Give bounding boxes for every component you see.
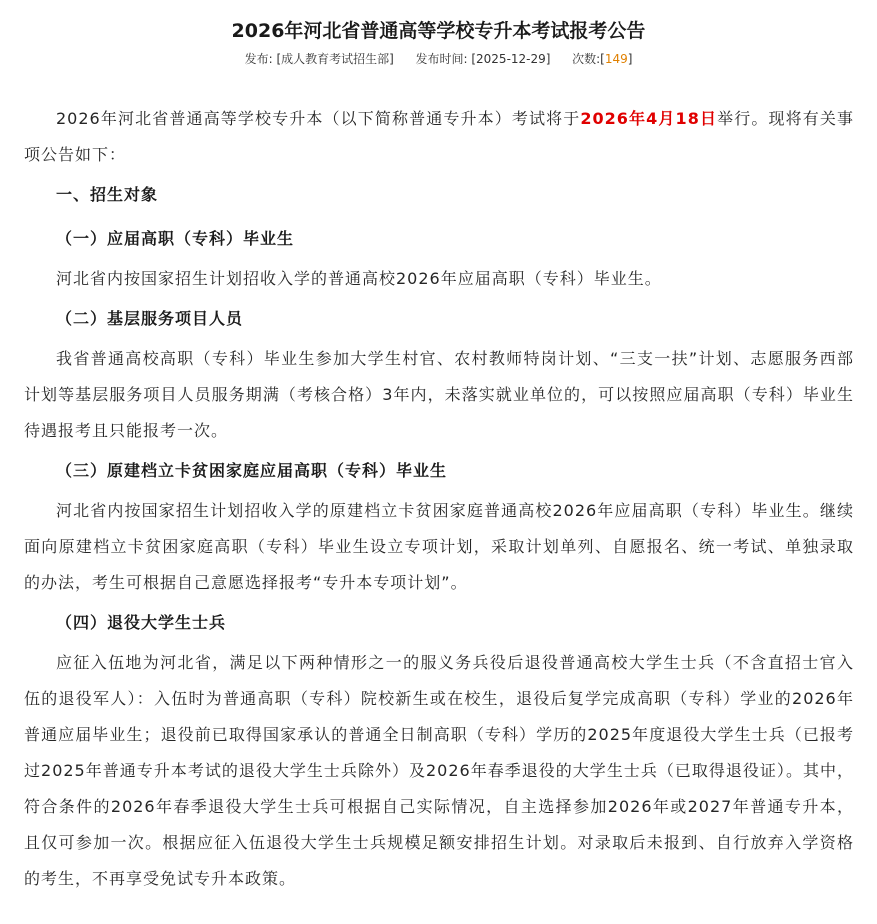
subsection-text-veterans: 应征入伍地为河北省，满足以下两种情形之一的服义务兵役后退役普通高校大学生士兵（不含直招士官入伍的退役军人）：入伍时为普通高职（专科）院校新生或在校生，退役后复学完成高职（专科）学业的2026年普通应届毕业生；退役前已取得国家承认的普通全日制高职（专科）学历的2025年度退役大学生士兵（已报考过2025年普通专升本考试的退役大学生士兵除外）及2026年春季退役的大学生士兵（已取得退役证）。其中，符合条件的2026年春季退役大学生士兵可根据自己实际情况，自主选择参加2026年或2027年普通专升本，且仅可参加一次。根据应征入伍退役大学生士兵规模足额安排招生计划。对录取后未报到、自行放弃入学资格的考生，不再享受免试专升本政策。 (24, 653, 854, 888)
subsection-heading-graduates: （一）应届高职（专科）毕业生 (56, 229, 295, 248)
article-body (24, 101, 854, 897)
section-heading-enrollment-targets: 一、招生对象 (56, 185, 159, 204)
publisher-label: 发布: (244, 52, 273, 66)
subsection-text-graduates: 河北省内按国家招生计划招收入学的普通高校2026年应届高职（专科）毕业生。 (56, 269, 662, 288)
subsection-heading-poverty-families: （三）原建档立卡贫困家庭应届高职（专科）毕业生 (56, 461, 448, 480)
subsection-heading-veterans: （四）退役大学生士兵 (56, 613, 227, 632)
exam-date-highlight: 2026年4月18日 (580, 109, 718, 128)
subsection-text-poverty-families: 河北省内按国家招生计划招收入学的原建档立卡贫困家庭普通高校2026年应届高职（专科）毕业生。继续面向原建档立卡贫困家庭高职（专科）毕业生设立专项计划，采取计划单列、自愿报名、统一考试、单独录取的办法，考生可根据自己意愿选择报考“专升本专项计划”。 (24, 501, 854, 592)
views-count: 149 (604, 52, 628, 66)
intro-paragraph (24, 101, 854, 173)
subsection-heading-grassroots: （二）基层服务项目人员 (56, 309, 244, 328)
views-label: 次数: (572, 52, 601, 66)
article-meta (0, 50, 877, 67)
subsection-text-grassroots: 我省普通高校高职（专科）毕业生参加大学生村官、农村教师特岗计划、“三支一扶”计划、志愿服务西部计划等基层服务项目人员服务期满（考核合格）3年内，未落实就业单位的，可以按照应届高职（专科）毕业生待遇报考且只能报考一次。 (24, 349, 854, 440)
views-close-bracket: ] (627, 52, 633, 66)
publish-time-label: 发布时间: (415, 52, 468, 66)
article-title: 2026年河北省普通高等学校专升本考试报考公告 (231, 20, 646, 42)
intro-text-before: 2026年河北省普通高等学校专升本（以下简称普通专升本）考试将于 (56, 109, 581, 128)
publish-time-value: [2025-12-29] (471, 52, 551, 66)
views-open-bracket: [ (600, 52, 605, 66)
publisher-value: [成人教育考试招生部] (276, 52, 394, 66)
intro-text-after: 举行。现将有关事项公告如下： (24, 109, 854, 164)
